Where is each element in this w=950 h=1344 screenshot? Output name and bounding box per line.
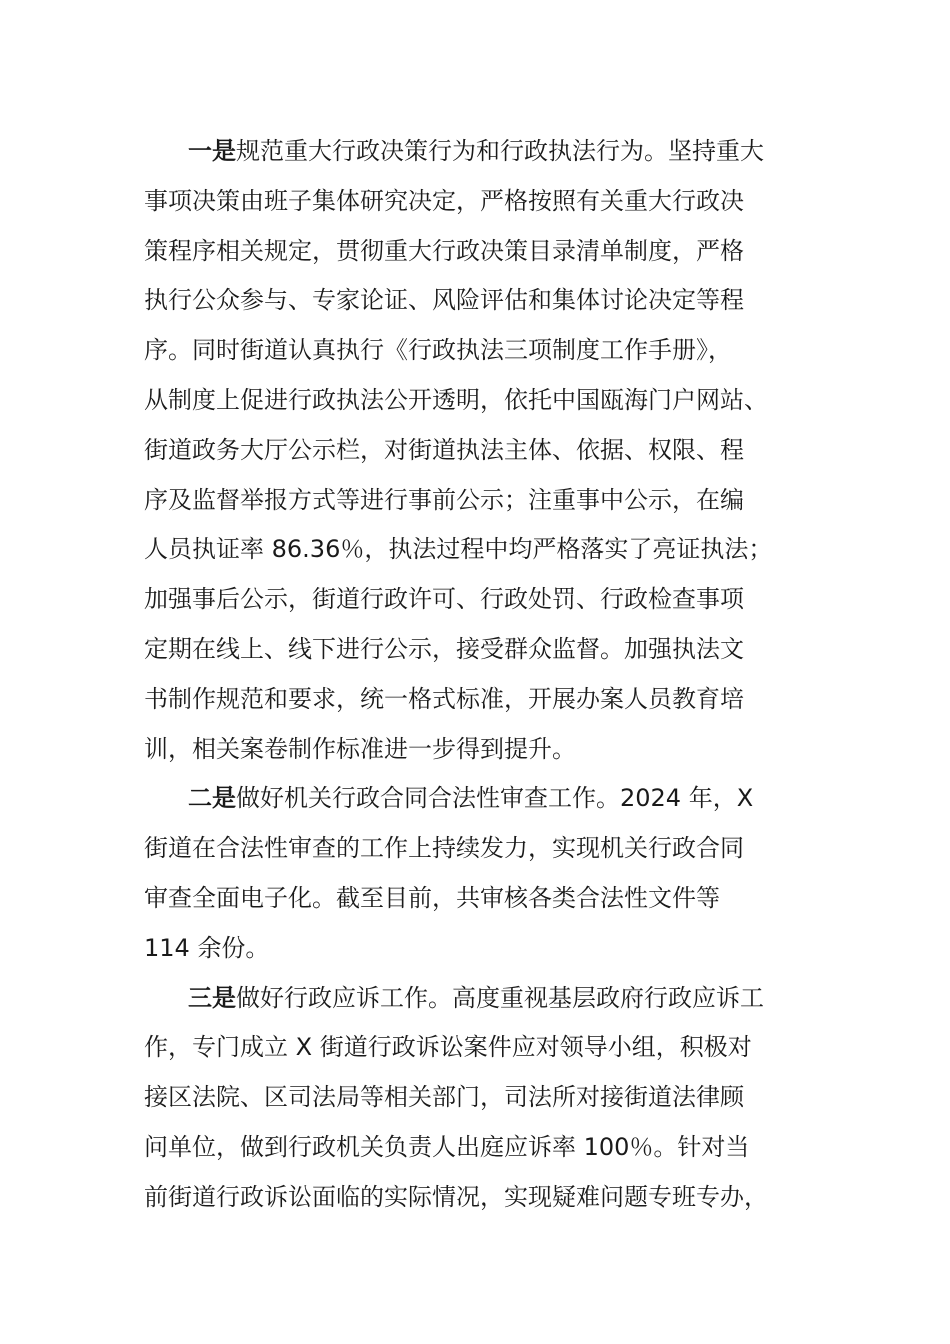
paragraph-line: 审查全面电子化。截至目前，共审核各类合法性文件等 [144,883,720,912]
paragraph-line: 加强事后公示，街道行政许可、行政处罚、行政检查事项 [144,585,744,614]
paragraph-line: 序及监督举报方式等进行事前公示；注重事中公示，在编 [144,485,744,514]
paragraph-line: 街道政务大厅公示栏，对街道执法主体、依据、权限、程 [144,435,744,464]
paragraph-1 [144,127,806,774]
paragraph-line: 策程序相关规定，贯彻重大行政决策目录清单制度，严格 [144,236,744,265]
paragraph-line: 事项决策由班子集体研究决定，严格按照有关重大行政决 [144,186,744,215]
paragraph-line: 书制作规范和要求，统一格式标准，开展办案人员教育培 [144,684,744,713]
paragraph-line: 执行公众参与、专家论证、风险评估和集体讨论决定等程 [144,286,744,315]
paragraph-line: 人员执证率 86.36％，执法过程中均严格落实了亮证执法； [144,535,773,564]
paragraph-line: 114 余份。 [144,933,270,962]
paragraph-line: 训，相关案卷制作标准进一步得到提升。 [144,734,576,763]
paragraph-lead: 三是 [188,983,236,1012]
paragraph-line: 前街道行政诉讼面临的实际情况，实现疑难问题专班专办， [144,1182,768,1211]
paragraph-line: 三是做好行政应诉工作。高度重视基层政府行政应诉工 [188,983,764,1012]
paragraph-2 [144,774,806,973]
paragraph-line: 二是做好机关行政合同合法性审查工作。2024 年，X [188,784,754,813]
paragraph-line: 街道在合法性审查的工作上持续发力，实现机关行政合同 [144,834,744,863]
paragraph-line: 序。同时街道认真执行《行政执法三项制度工作手册》， [144,336,732,365]
paragraph-line: 一是规范重大行政决策行为和行政执法行为。坚持重大 [188,137,764,165]
paragraph-line: 问单位，做到行政机关负责人出庭应诉率 100％。针对当 [144,1132,750,1161]
paragraph-line: 接区法院、区司法局等相关部门，司法所对接街道法律顾 [144,1083,744,1112]
paragraph-line: 作，专门成立 X 街道行政诉讼案件应对领导小组，积极对 [144,1033,752,1062]
paragraph-line: 定期在线上、线下进行公示，接受群众监督。加强执法文 [144,634,744,663]
paragraph-line: 从制度上促进行政执法公开透明，依托中国瓯海门户网站、 [144,385,768,414]
paragraph-lead: 一是 [188,137,236,165]
paragraph-3 [144,974,806,1223]
paragraph-lead: 二是 [188,784,236,813]
document-body [144,127,806,1223]
